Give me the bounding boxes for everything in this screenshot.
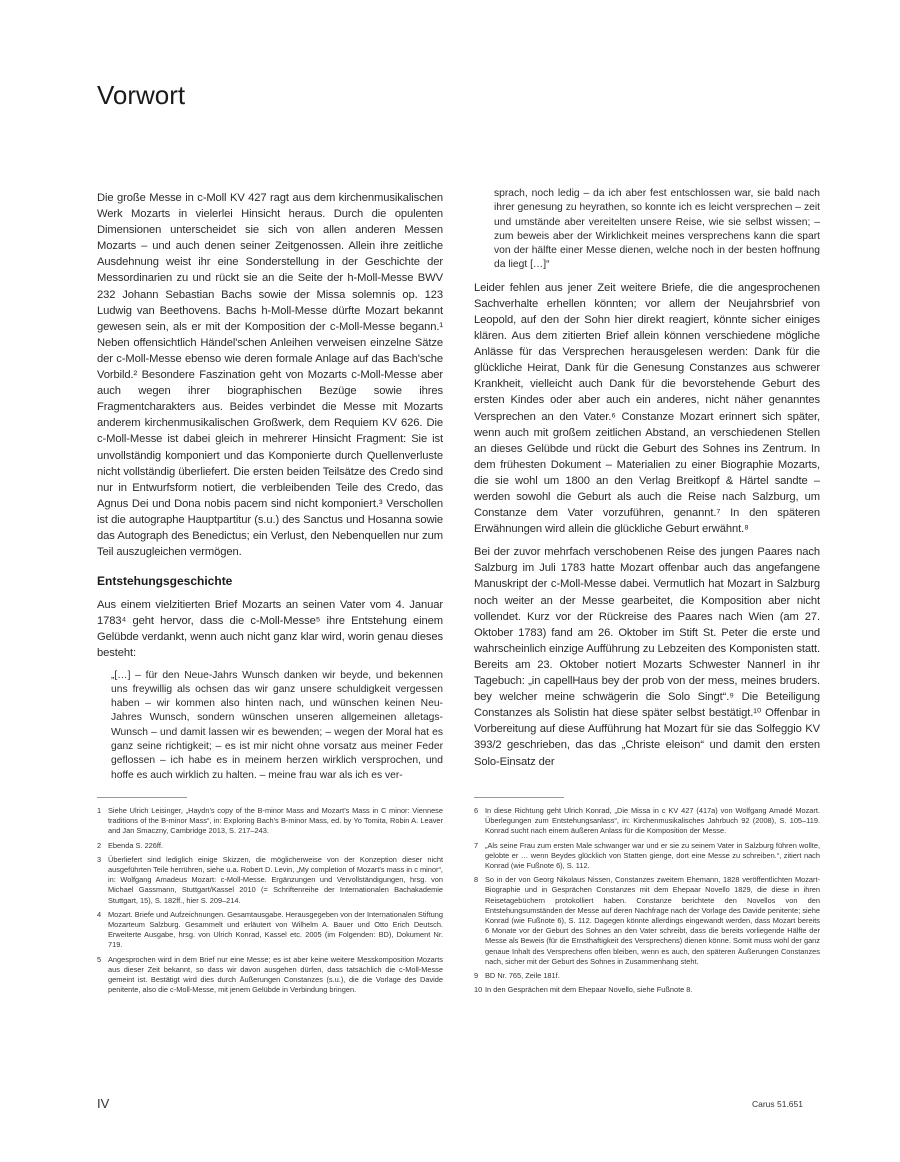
footnote-text: Angesprochen wird in dem Brief nur eine Messe; es ist aber keine weitere Messkomposition Mozarts aus dieser Zeit bekannt, so dass wir davon ausgehen dürfen, dass tatsächlich die c-Moll-Messe gemeint ist. Bestätigt wird dies durch Äußerungen Constanzes (s.u.), die die Vorlage des Davide penitente, also die c-Moll-Messe, mit jenem Gelübde in Verbindung bringen. xyxy=(108,954,443,995)
catalog-number: Carus 51.651 xyxy=(751,1099,803,1109)
footnote-text: „Als seine Frau zum ersten Male schwanger war und er sie zu seinem Vater in Salzburg führen wollte, gelobte er … wenn Beydes glücklich von Statten gienge, dort eine Messe zu schreiben.“, zitiert nach Konrad (wie Fußnote 6), S. 112. xyxy=(485,840,820,871)
footnote xyxy=(97,841,443,851)
page-title: Vorwort xyxy=(97,80,186,110)
footnote-text: Mozart. Briefe und Aufzeichnungen. Gesamtausgabe. Herausgegeben von der Internationalen Stiftung Mozarteum Salzburg. Gesammelt und erläutert von Wilhelm A. Bauer und Otto Erich Deutsch. Erweiterte Ausgabe, hrsg. von Ulrich Konrad, Kassel etc. 2005 (im Folgenden: BD), Dokument Nr. 719. xyxy=(108,909,443,950)
footnotes-right xyxy=(474,797,820,999)
section-heading: Entstehungsgeschichte xyxy=(97,574,233,589)
footnote-number: 3 xyxy=(97,854,102,864)
footnote xyxy=(474,985,820,995)
salzburg-paragraph: Bei der zuvor mehrfach verschobenen Reise des jungen Paares nach Salzburg im Juli 1783 hatte Mozart offenbar auch das angefangene Manuskript der c-Moll-Messe dabei. Vermutlich hat Mozart in Salzburg noch weiter an der Messe gearbeitet, die Komposition aber nicht vollendet. Kurz vor der Rückreise des Paares nach Wien (am 27. Oktober 1783) fand am 26. Oktober im Stift St. Peter die erste und wahrscheinlich einzige Aufführung zu Lebzeiten des Komponisten statt. Bereits am 23. Oktober notiert Mozarts Schwester Nannerl in ihr Tagebuch: „in capellHaus bey der prob von der mess, meines bruders. bey welcher meine schwägerin die Solo Singt“.⁹ Die Beteiligung Constanzes als Solistin hat diese später selbst bestätigt.¹⁰ Offenbar in Vorbereitung auf diese Aufführung hat Mozart für sie das Solfeggio KV 393/2 geschrieben, das das „Christe eleison“ und damit den ersten Solo-Einsatz der xyxy=(474,546,820,768)
page-number: IV xyxy=(97,1096,110,1111)
footnote-text: BD Nr. 765, Zeile 181f. xyxy=(485,971,560,981)
footnote xyxy=(474,806,820,837)
footnote-text: In diese Richtung geht Ulrich Konrad, „Die Missa in c KV 427 (417a) von Wolfgang Amadé Mozart. Überlegungen zum Entstehungsanlass“, in: Kirchenmusikalisches Jahrbuch 92 (2008), S. 105–119. Konrad sucht nach einem äußeren Anlass für die Komposition der Messe. xyxy=(485,806,820,836)
footnote xyxy=(474,971,820,981)
left-column xyxy=(97,190,443,783)
footnote-text: Siehe Ulrich Leisinger, „Haydn's copy of the B-minor Mass and Mozart's Mass in C minor: Viennese traditions of the B-minor Mass“, in: Exploring Bach's B-minor Mass, ed. by Yo Tomita, Robin A. Leaver and Jan Smaczny, Cambridge 2013, S. 217–243. xyxy=(108,806,443,836)
footnote xyxy=(97,855,443,906)
letter-quote-continued: sprach, noch ledig – da ich aber fest entschlossen war, sie bald nach ihrer genesung zu heyrathen, so konnte ich es leicht versprechen – zeit und umstände aber vereitelten unsere Reise, wie sie selbst wissen; – zum beweis aber der Wirklichkeit meines versprechens kann die spart von der hälfte einer Messe dienen, welche noch in der besten hoffnung da liegt […]“ xyxy=(494,188,820,271)
footnotes-left xyxy=(97,797,443,999)
letter-quote: „[…] – für den Neue-Jahrs Wunsch danken wir beyde, und bekennen uns freywillig als ochsen das wir ganz unsere schuldigkeit vergessen haben – wir kommen also hinten nach, und wünschen keinen Neu-Jahres Wunsch, sondern wünschen unseren allgemeinen alletags-Wunsch – und damit lassen wir es bewenden; – wegen der Moral hat es ganz seine richtigkeit; – es ist mir nicht ohne vorsatz aus meiner Feder geflossen – ich habe es in meinem herzen wirklich versprochen, und hoffe es auch wirklich zu halten. – meine frau war als ich es ver- xyxy=(111,669,443,781)
footnote-text: So in der von Georg Nikolaus Nissen, Constanzes zweitem Ehemann, 1828 veröffentlichten Mozart-Biographie und in Gesprächen Constanzes mit dem Ehepaar Novello 1829, die diese in ihren Reisetagebüchern protokolliert haben. Constanze berichtete den Novellos von den Entstehungsumständen der Messe auf deren Nachfrage nach der Vorlage des Davide penitente; siehe Konrad (wie Fußnote 6), S. 112. Dagegen könnte allerdings eingewandt werden, dass Mozart bereits 6 Monate vor der Geburt des Sohnes an den Vater schreibt, dass die bereits vorliegende Hälfte der Messe als Beweis (für die Ernsthaftigkeit des Versprechens) dienen könne. Somit muss wohl der ganz genaue Inhalt des Versprechens offen bleiben, wenn es auch, den späteren Äußerungen Constanzes nach, sicher mit der Geburt des Sohnes in Zusammenhang steht. xyxy=(485,875,820,966)
footnote xyxy=(97,806,443,837)
footnote-rule xyxy=(474,797,564,798)
right-column xyxy=(474,190,820,770)
footnote-number: 4 xyxy=(97,909,102,919)
footnote xyxy=(97,910,443,951)
letters-paragraph: Leider fehlen aus jener Zeit weitere Briefe, die die angesprochenen Sachverhalte erhellen könnten; vor allem der Neujahrsbrief von Leopold, auf den der Sohn hier direkt reagiert, könnte sicher einiges klären. Aus dem zitierten Brief allein können verschiedene mögliche Anlässe für das Versprechen herausgelesen werden: Dank für die glückliche Heirat, Dank für die Genesung Constanzes aus schwerer Krankheit, vielleicht auch Dank für die bevorstehende Geburt des ersten Kindes oder aber auch ein anderes, nicht näher genanntes Versprechen an den Vater.⁶ Constanze Mozart erinnert sich später, wenn auch mit großem zeitlichen Abstand, an verschiedenen Stellen an dieses Gelübde und rückt die Geburt des Sohnes ins Zentrum. In dem frühesten Dokument – Materialien zu einer Biographie Mozarts, die sie wohl um 1800 an den Verlag Breitkopf & Härtel sandte – werden sowohl die Geburt als auch die Reise nach Salzburg, um Constanze dem Vater vorzuführen, genannt.⁷ In den späteren Erwähnungen wird allein die glückliche Geburt erwähnt.⁸ xyxy=(474,281,820,536)
intro-paragraph: Die große Messe in c-Moll KV 427 ragt aus dem kirchenmusikalischen Werk Mozarts in vielerlei Hinsicht heraus. Durch die opulenten Dimensionen unterscheidet sie sich von allen anderen Messen Mozarts – und auch denen seiner Zeitgenossen. Allein ihre zeitliche Ausdehnung weist ihr eine Sonderstellung in der Geschichte der Messordinarien zu und rückt sie an die Seite der h-Moll-Messe BWV 232 Johann Sebastian Bachs sowie der Missa solemnis op. 123 Ludwig van Beethovens. Bachs h-Moll-Messe dürfte Mozart bekannt gewesen sein, als er mit der Komposition der c-Moll-Messe begann.¹ Neben offensichtlich Händel'schen Anleihen verweisen einzelne Sätze der c-Moll-Messe ebenso wie deren formale Anlage auf das Bach'sche Vorbild.² Besondere Faszination geht von Mozarts c-Moll-Messe aber auch wegen ihrer biographischen Bezüge sowie ihres Fragmentcharakters aus. Beides verbindet die Messe mit Mozarts anderem kirchenmusikalischen Großwerk, dem Requiem KV 626. Die c-Moll-Messe ist dabei gleich in mehrerer Hinsicht Fragment: Sie ist unvollständig komponiert und das Komponierte durch Quellenverluste nicht vollständig überliefert. Die ersten beiden Teilsätze des Credo sind nur in Entwurfsform notiert, die verbleibenden Teile des Credo, das Agnus Dei und Dona nobis pacem sind nicht komponiert.³ Verschollen ist die autographe Hauptpartitur (s.u.) des Sanctus und Hosanna sowie das Autograph des Benedictus; ein Verlust, den Nebenquellen nur zum Teil auszugleichen vermögen. xyxy=(97,192,443,559)
footnote-text: In den Gesprächen mit dem Ehepaar Novello, siehe Fußnote 8. xyxy=(485,985,693,995)
footnote-number: 9 xyxy=(474,971,479,981)
footnote xyxy=(474,875,820,967)
history-paragraph: Aus einem vielzitierten Brief Mozarts an seinen Vater vom 4. Januar 1783⁴ geht hervor, dass die c-Moll-Messe⁵ ihre Entstehung einem Gelübde verdankt, wenn auch nicht ganz klar wird, worin genau dieses besteht: xyxy=(97,599,443,660)
footnote-number: 8 xyxy=(474,875,479,885)
footnote-rule xyxy=(97,797,187,798)
footnote xyxy=(97,955,443,996)
footnote-number: 6 xyxy=(474,806,479,815)
footnote-number: 1 xyxy=(97,806,102,815)
footnote-number: 7 xyxy=(474,840,479,850)
footnote xyxy=(474,841,820,872)
footnote-text: Ebenda S. 226ff. xyxy=(108,840,163,850)
footnote-number: 2 xyxy=(97,840,102,850)
footnote-number: 5 xyxy=(97,954,102,964)
footnote-text: Überliefert sind lediglich einige Skizzen, die möglicherweise von der Konzeption dieser nicht ausgeführten Teile herrühren, siehe u.a. Robert D. Levin, „My completion of Mozart's mass in c minor“, in: Wolfgang Amadeus Mozart: c-Moll-Messe. Ergänzungen und Vervollständigungen, hrsg. von Michael Gassmann, Stuttgart/Kassel 2010 (= Schriftenreihe der Internationalen Bachakademie Stuttgart, 15), S. 182ff., hier S. 209–214. xyxy=(108,854,443,905)
footnote-number: 10 xyxy=(474,985,483,995)
